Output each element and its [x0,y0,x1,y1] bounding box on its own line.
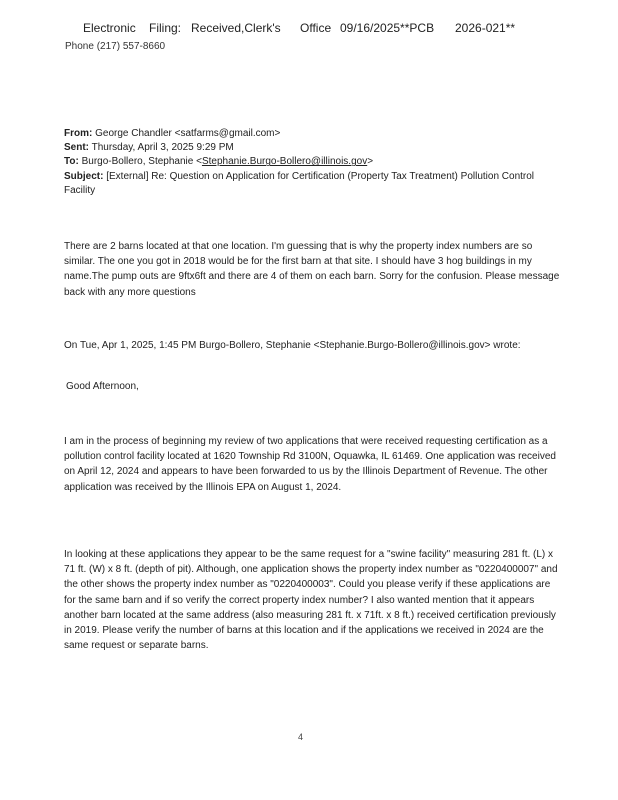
email-from-line [64,127,564,141]
page-number: 4 [298,732,304,742]
greeting: Good Afternoon, [66,381,139,392]
to-close: > [367,156,374,168]
email-subject-line [64,170,564,198]
body-paragraph-2: In looking at these applications they appear to be the same request for a "swine facility" measuring 281 ft. (L) x 71 ft. (W) x 8 ft. (depth of pit). Although, one application shows the property index number as "0220400007" and the other shows the property index number as "0220400003". Could you please verify if these applications are for the same barn and if so verify the correct property index number? I also wanted mention that it appears another barn located at the same address (also measuring 281 ft. x 71ft. x 8 ft.) received certification previously in 2019. Please verify the number of barns at this location and if the applications we received in 2024 are the same request or separate barns. [64,549,558,652]
from-label: From: [64,128,93,139]
subject-value: [External] Re: Question on Application for Certification (Property Tax Treatment) Pollution Control Facility [64,170,535,196]
to-email-link[interactable]: Stephanie.Burgo-Bollero@illinois.gov [201,156,368,168]
sent-label: Sent: [64,142,89,154]
phone-number: Phone (217) 557-8660 [65,41,166,52]
from-value: George Chandler <satfarms@gmail.com> [95,128,281,139]
subject-label: Subject: [64,170,104,182]
filing-header-office: Office [300,21,332,35]
to-label: To: [64,156,79,168]
sent-value: Thursday, April 3, 2025 9:29 PM [91,142,234,154]
email-sent-line [64,141,564,155]
filing-header-filing: Filing: [149,21,182,35]
reply-body: There are 2 barns located at that one location. I'm guessing that is why the property index numbers are so similar. The one you got in 2018 would be for the first barn at that site. I should have 3 hog buildings in my name.The pump outs are 9ftx6ft and there are 4 of them on each barn. Sorry for the confusion. Please message back with any more questions [64,241,560,298]
filing-header-date: 09/16/2025**PCB [340,21,435,35]
quote-intro: On Tue, Apr 1, 2025, 1:45 PM Burgo-Bollero, Stephanie <Stephanie.Burgo-Bollero@illinois.gov> wrote: [64,340,521,351]
email-to-line [64,155,564,169]
filing-header-received: Received,Clerk's [191,21,281,35]
to-name: Burgo-Bollero, Stephanie < [81,156,202,168]
email-header [64,127,564,198]
filing-header-electronic: Electronic [83,21,136,35]
filing-header-case-number: 2026-021** [455,21,516,35]
body-paragraph-1: I am in the process of beginning my review of two applications that were received requesting certification as a pollution control facility located at 1620 Township Rd 3100N, Oquawka, IL 61469. One application was received on April 12, 2024 and appears to have been forwarded to us by the Illinois Department of Revenue. The other application was received by the Illinois EPA on August 1, 2024. [64,436,556,493]
